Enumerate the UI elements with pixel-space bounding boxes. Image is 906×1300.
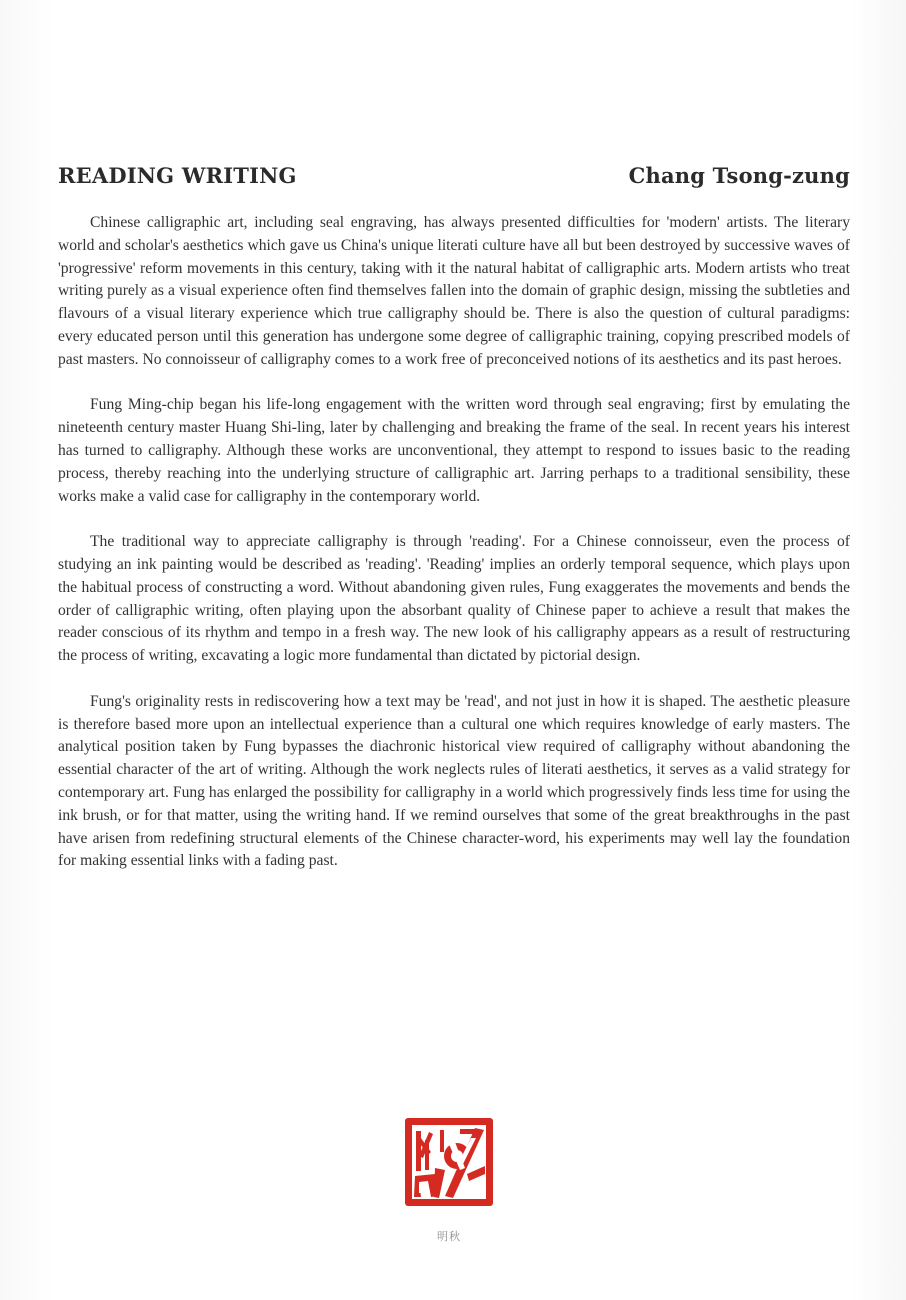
paragraph-4: Fung's originality rests in rediscovering how a text may be 'read', and not just in how it is shaped. The aesthetic pleasure is therefore based more upon an intellectual experience than a cultural one which requires knowledge of early masters. The analytical position taken by Fung bypasses the diachronic historical view required of calligraphy without abandoning the essential character of the art of writing. Although the work neglects rules of literati aesthetics, it serves as a valid strategy for contemporary art. Fung has enlarged the possibility for calligraphy in a world which progressively finds less time for using the ink brush, or for that matter, using the writing hand. If we remind ourselves that some of the great breakthroughs in the past have arisen from redefining structural elements of the Chinese character-word, his experiments may well lay the foundation for making essential links with a fading past. [58, 692, 850, 870]
seal-caption: 明秋 [437, 1230, 461, 1243]
article-body [58, 212, 850, 896]
paragraph-3: The traditional way to appreciate calligraphy is through 'reading'. For a Chinese connoisseur, even the process of studying an ink painting would be described as 'reading'. 'Reading' implies an orderly temporal sequence, which plays upon the habitual process of constructing a word. Without abandoning given rules, Fung exaggerates the movements and bends the order of calligraphic writing, often playing upon the absorbant quality of Chinese paper to achieve a result that makes the reader conscious of its rhythm and tempo in a fresh way. The new look of his calligraphy appears as a result of restructuring the process of writing, excavating a logic more fundamental than dictated by pictorial design. [58, 533, 850, 665]
article-author: Chang Tsong-zung [628, 163, 850, 188]
article-header [58, 163, 850, 188]
red-seal-stamp-icon [405, 1118, 493, 1206]
paragraph-1: Chinese calligraphic art, including seal engraving, has always presented difficulties for 'modern' artists. The literary world and scholar's aesthetics which gave us China's unique literati culture have all but been destroyed by successive waves of 'progressive' reform movements in this century, taking with it the natural habitat of calligraphic arts. Modern artists who treat writing purely as a visual experience often find themselves fallen into the domain of graphic design, missing the subtleties and flavours of a visual literary experience which true calligraphy should be. There is also the question of cultural paradigms: every educated person until this generation has undergone some degree of calligraphic training, copying prescribed models of past masters. No connoisseur of calligraphy comes to a work free of preconceived notions of its aesthetics and its past heroes. [58, 214, 850, 368]
article-title: READING WRITING [58, 163, 297, 188]
paragraph-2: Fung Ming-chip began his life-long engagement with the written word through seal engraving; first by emulating the nineteenth century master Huang Shi-ling, later by challenging and breaking the frame of the seal. In recent years his interest has turned to calligraphy. Although these works are unconventional, they attempt to respond to issues basic to the reading process, thereby reaching into the underlying structure of calligraphic art. Jarring perhaps to a traditional sensibility, these works make a valid case for calligraphy in the contemporary world. [58, 396, 850, 505]
